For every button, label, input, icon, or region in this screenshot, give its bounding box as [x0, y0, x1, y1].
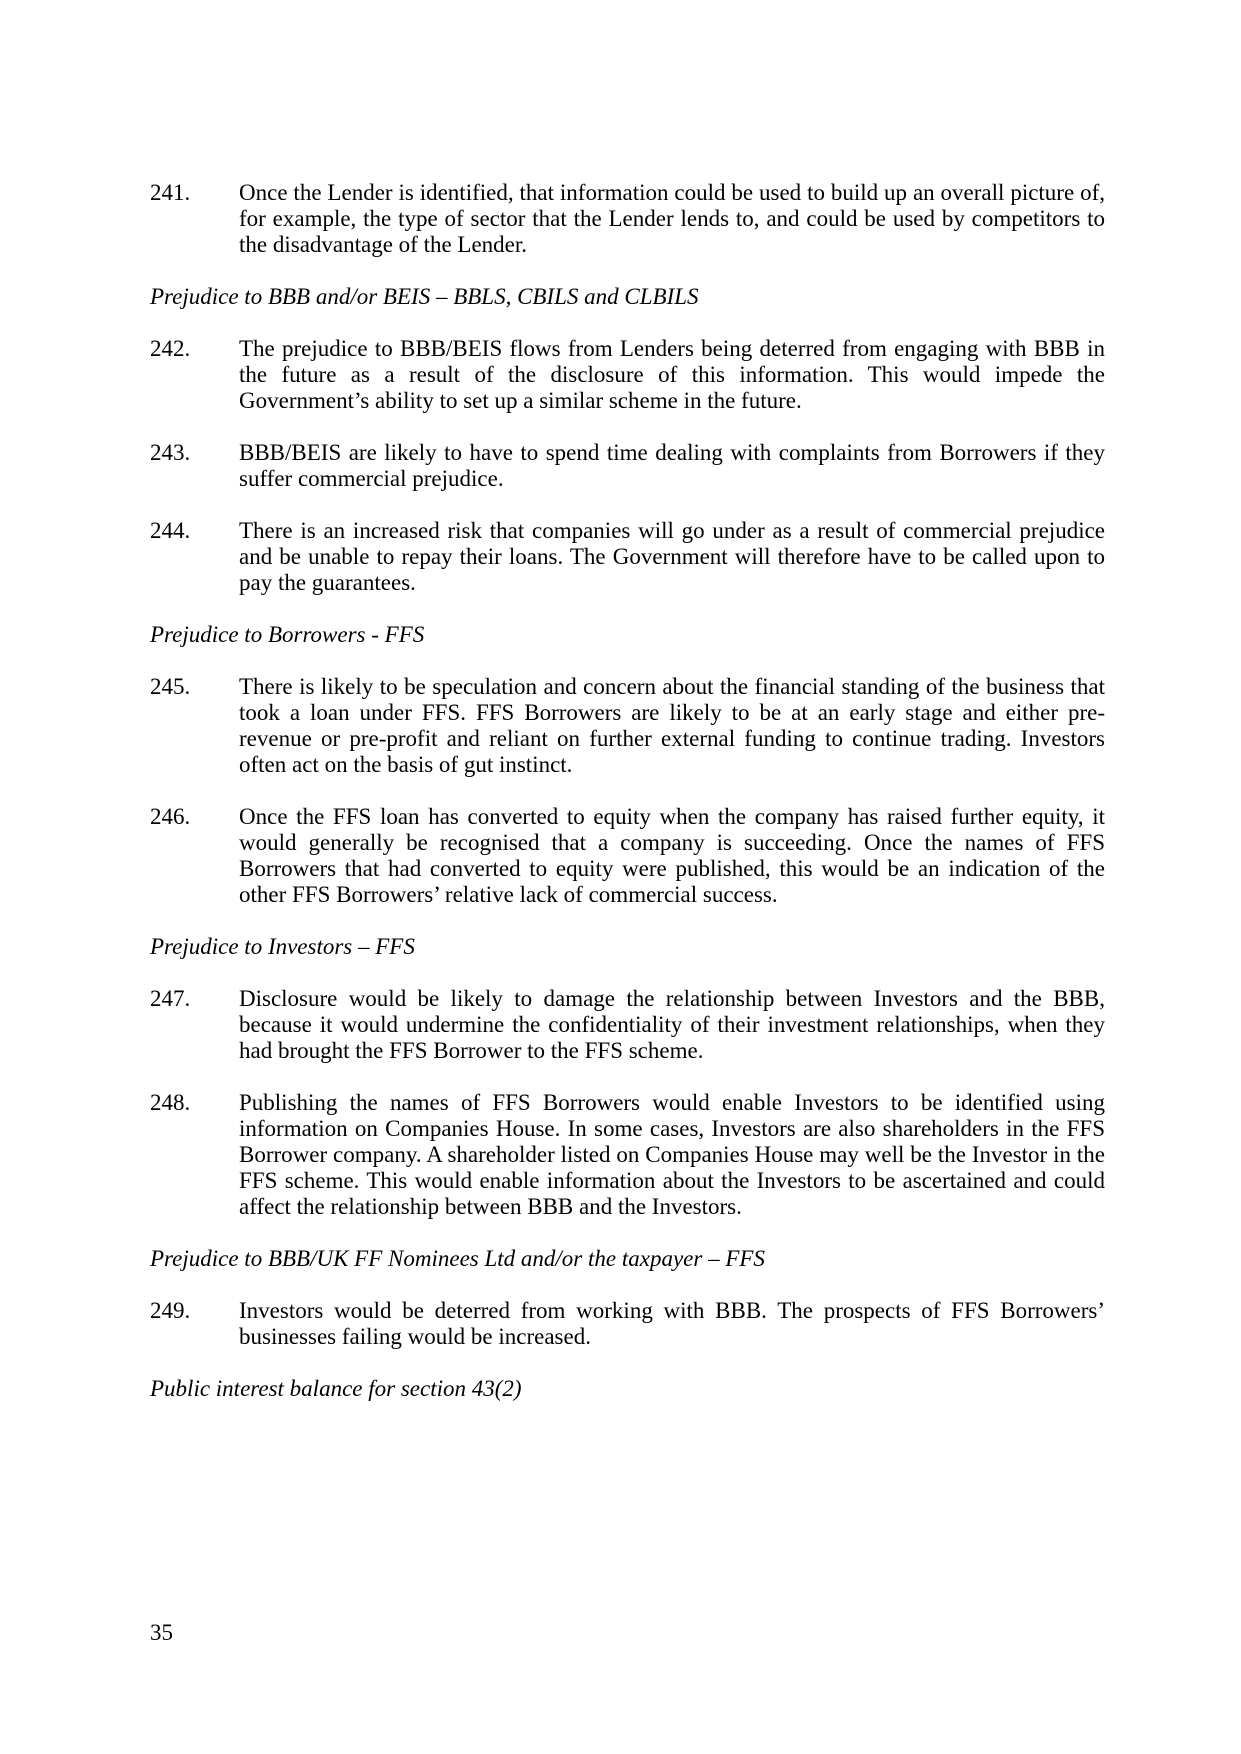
paragraph-text: Publishing the names of FFS Borrowers would enable Investors to be identified using information on Companies House. In some cases, Investors are also shareholders in the FFS Borrower company. A shareholder listed on Companies House may well be the Investor in the FFS scheme. This would enable information about the Investors to be ascertained and could affect the relationship between BBB and the Investors.: [239, 1090, 1105, 1219]
paragraph-text: Once the FFS loan has converted to equity when the company has raised further equity, it would generally be recognised that a company is succeeding. Once the names of FFS Borrowers that had converted to equity were published, this would be an indication of the other FFS Borrowers’ relative lack of commercial success.: [239, 804, 1105, 907]
paragraph-number: 243.: [150, 440, 191, 465]
paragraph-text: Disclosure would be likely to damage the relationship between Investors and the BBB, because it would undermine the confidentiality of their investment relationships, when they had brought the FFS Borrower to the FFS scheme.: [239, 986, 1105, 1063]
paragraph-247: [150, 986, 1105, 1064]
paragraph-number: 245.: [150, 674, 191, 699]
paragraph-number: 248.: [150, 1090, 191, 1115]
paragraph-248: [150, 1090, 1105, 1220]
paragraph-249: [150, 1298, 1105, 1350]
paragraph-number: 249.: [150, 1298, 191, 1323]
paragraph-241: [150, 180, 1105, 258]
paragraph-243: [150, 440, 1105, 492]
paragraph-text: BBB/BEIS are likely to have to spend time dealing with complaints from Borrowers if they suffer commercial prejudice.: [239, 440, 1105, 491]
section-heading-public-interest-balance: Public interest balance for section 43(2): [150, 1376, 522, 1401]
paragraph-244: [150, 518, 1105, 596]
paragraph-245: [150, 674, 1105, 778]
paragraph-number: 241.: [150, 180, 191, 205]
section-heading-prejudice-investors: Prejudice to Investors – FFS: [150, 934, 415, 959]
paragraph-number: 247.: [150, 986, 191, 1011]
section-heading-prejudice-bbb-beis: Prejudice to BBB and/or BEIS – BBLS, CBILS and CLBILS: [150, 284, 699, 309]
section-heading-prejudice-borrowers: Prejudice to Borrowers - FFS: [150, 622, 425, 647]
section-heading-prejudice-nominees-taxpayer: Prejudice to BBB/UK FF Nominees Ltd and/or the taxpayer – FFS: [150, 1246, 765, 1271]
paragraph-246: [150, 804, 1105, 908]
page-number: 35: [150, 1620, 173, 1645]
paragraph-text: The prejudice to BBB/BEIS flows from Lenders being deterred from engaging with BBB in the future as a result of the disclosure of this information. This would impede the Government’s ability to set up a similar scheme in the future.: [239, 336, 1105, 413]
paragraph-number: 244.: [150, 518, 191, 543]
paragraph-number: 242.: [150, 336, 191, 361]
paragraph-text: There is an increased risk that companies will go under as a result of commercial prejudice and be unable to repay their loans. The Government will therefore have to be called upon to pay the guarantees.: [239, 518, 1105, 595]
paragraph-text: Investors would be deterred from working with BBB. The prospects of FFS Borrowers’ businesses failing would be increased.: [239, 1298, 1105, 1349]
paragraph-text: Once the Lender is identified, that information could be used to build up an overall picture of, for example, the type of sector that the Lender lends to, and could be used by competitors to the disadvantage of the Lender.: [239, 180, 1105, 257]
paragraph-text: There is likely to be speculation and concern about the financial standing of the business that took a loan under FFS. FFS Borrowers are likely to be at an early stage and either pre-revenue or pre-profit and reliant on further external funding to continue trading. Investors often act on the basis of gut instinct.: [239, 674, 1105, 777]
paragraph-242: [150, 336, 1105, 414]
document-page: [150, 180, 1105, 1428]
paragraph-number: 246.: [150, 804, 191, 829]
